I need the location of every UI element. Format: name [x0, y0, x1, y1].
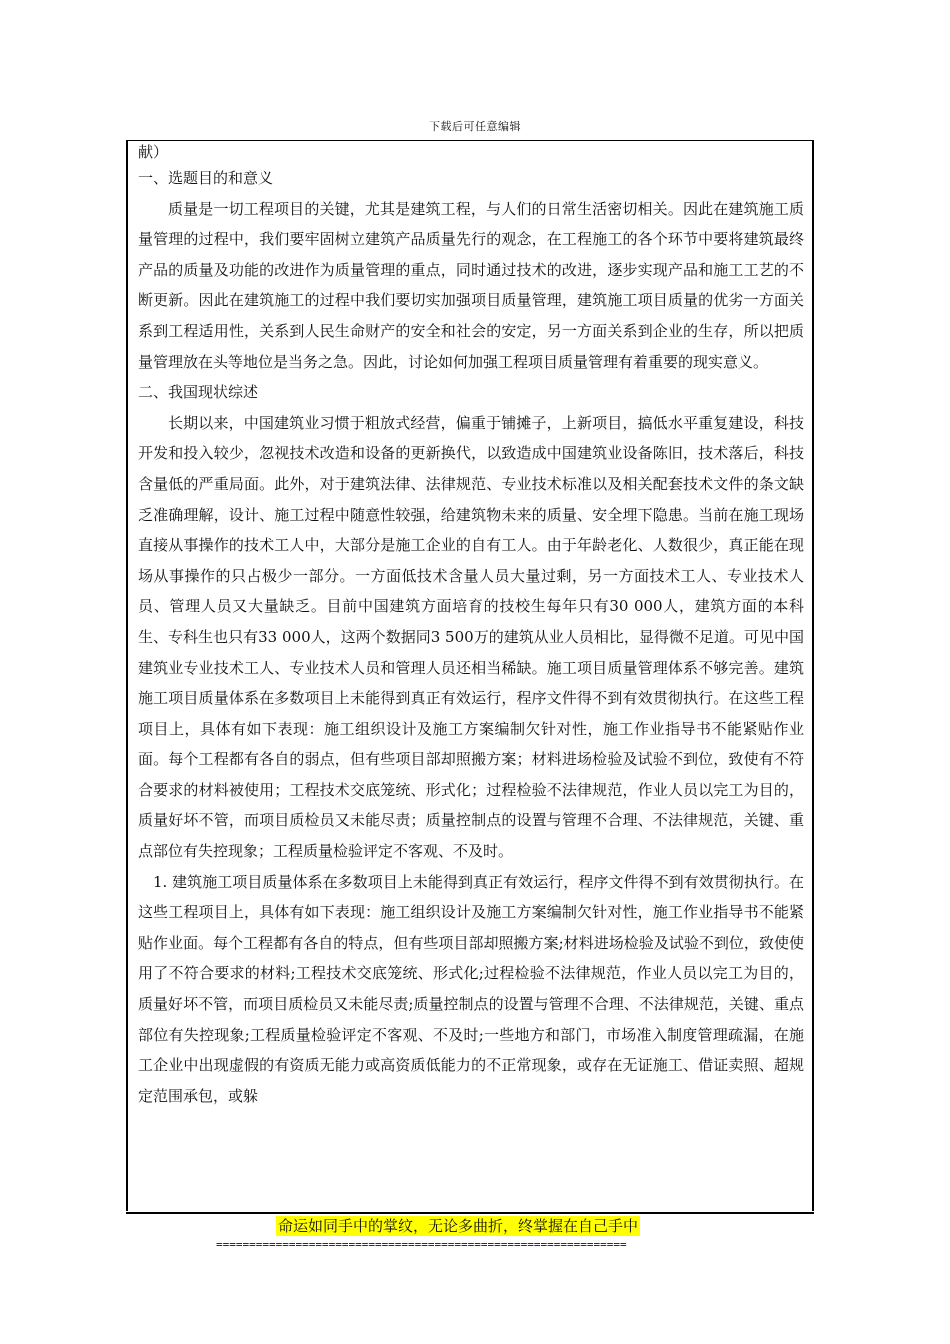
- paragraph-status: 长期以来，中国建筑业习惯于粗放式经营，偏重于铺摊子，上新项目，搞低水平重复建设，科技开发和投入较少，忽视技术改造和设备的更新换代，以致造成中国建筑业设备陈旧，技术落后，科技含量低的严重局面。此外，对于建筑法律、法律规范、专业技术标准以及相关配套技术文件的条文缺乏准确理解，设计、施工过程中随意性较强，给建筑物未来的质量、安全埋下隐患。当前在施工现场直接从事操作的技术工人中，大部分是施工企业的自有工人。由于年龄老化、人数很少，真正能在现场从事操作的只占极少一部分。一方面低技术含量人员大量过剩，另一方面技术工人、专业技术人员、管理人员又大量缺乏。目前中国建筑方面培育的技校生每年只有30 000人，建筑方面的本科生、专科生也只有33 000人，这两个数据同3 500万的建筑从业人员相比，显得微不足道。可见中国建筑业专业技术工人、专业技术人员和管理人员还相当稀缺。施工项目质量管理体系不够完善。建筑施工项目质量体系在多数项目上未能得到真正有效运行，程序文件得不到有效贯彻执行。在这些工程项目上，具体有如下表现：施工组织设计及施工方案编制欠针对性，施工作业指导书不能紧贴作业面。每个工程都有各自的弱点，但有些项目部却照搬方案；材料进场检验及试验不到位，致使有不符合要求的材料被使用；工程技术交底笼统、形式化；过程检验不法律规范，作业人员以完工为目的，质量好坏不管，而项目质检员又未能尽责；质量控制点的设置与管理不合理、不法律规范，关键、重点部位有失控现象；工程质量检验评定不客观、不及时。: [138, 413, 804, 861]
- separator-rule: ==============================================================: [216, 1238, 627, 1251]
- page-header: 下载后可任意编辑: [429, 120, 521, 133]
- box-bottom-border: [126, 1212, 814, 1214]
- section-heading-1: 一、选题目的和意义: [138, 169, 274, 187]
- highlighted-motto: 命运如同手中的掌纹，无论多曲折，终掌握在自己手中: [278, 1217, 639, 1235]
- document-body: [128, 141, 812, 1111]
- content-box: [126, 140, 814, 1211]
- paragraph-purpose: 质量是一切工程项目的关键，尤其是建筑工程，与人们的日常生活密切相关。因此在建筑施工质量管理的过程中，我们要牢固树立建筑产品质量先行的观念，在工程施工的各个环节中要将建筑最终产品的质量及功能的改进作为质量管理的重点，同时通过技术的改进，逐步实现产品和施工工艺的不断更新。因此在建筑施工的过程中我们要切实加强项目质量管理，建筑施工项目质量的优劣一方面关系到工程适用性，关系到人民生命财产的安全和社会的安定，另一方面关系到企业的生存，所以把质量管理放在头等地位是当务之急。因此，讨论如何加强工程项目质量管理有着重要的现实意义。: [138, 199, 804, 371]
- paragraph-continuation: 献）: [138, 143, 169, 161]
- section-heading-2: 二、我国现状综述: [138, 383, 259, 402]
- paragraph-point-1: 1. 建筑施工项目质量体系在多数项目上未能得到真正有效运行，程序文件得不到有效贯彻执行。在这些工程项目上，具体有如下表现：施工组织设计及施工方案编制欠针对性，施工作业指导书不能紧贴作业面。每个工程都有各自的特点，但有些项目部却照搬方案;材料进场检验及试验不到位，致使使用了不符合要求的材料;工程技术交底笼统、形式化;过程检验不法律规范，作业人员以完工为目的，质量好坏不管，而项目质检员又未能尽责;质量控制点的设置与管理不合理、不法律规范，关键、重点部位有失控现象;工程质量检验评定不客观、不及时;一些地方和部门，市场准入制度管理疏漏，在施工企业中出现虚假的有资质无能力或高资质低能力的不正常现象，或存在无证施工、借证卖照、超规定范围承包，或躲: [138, 872, 804, 1105]
